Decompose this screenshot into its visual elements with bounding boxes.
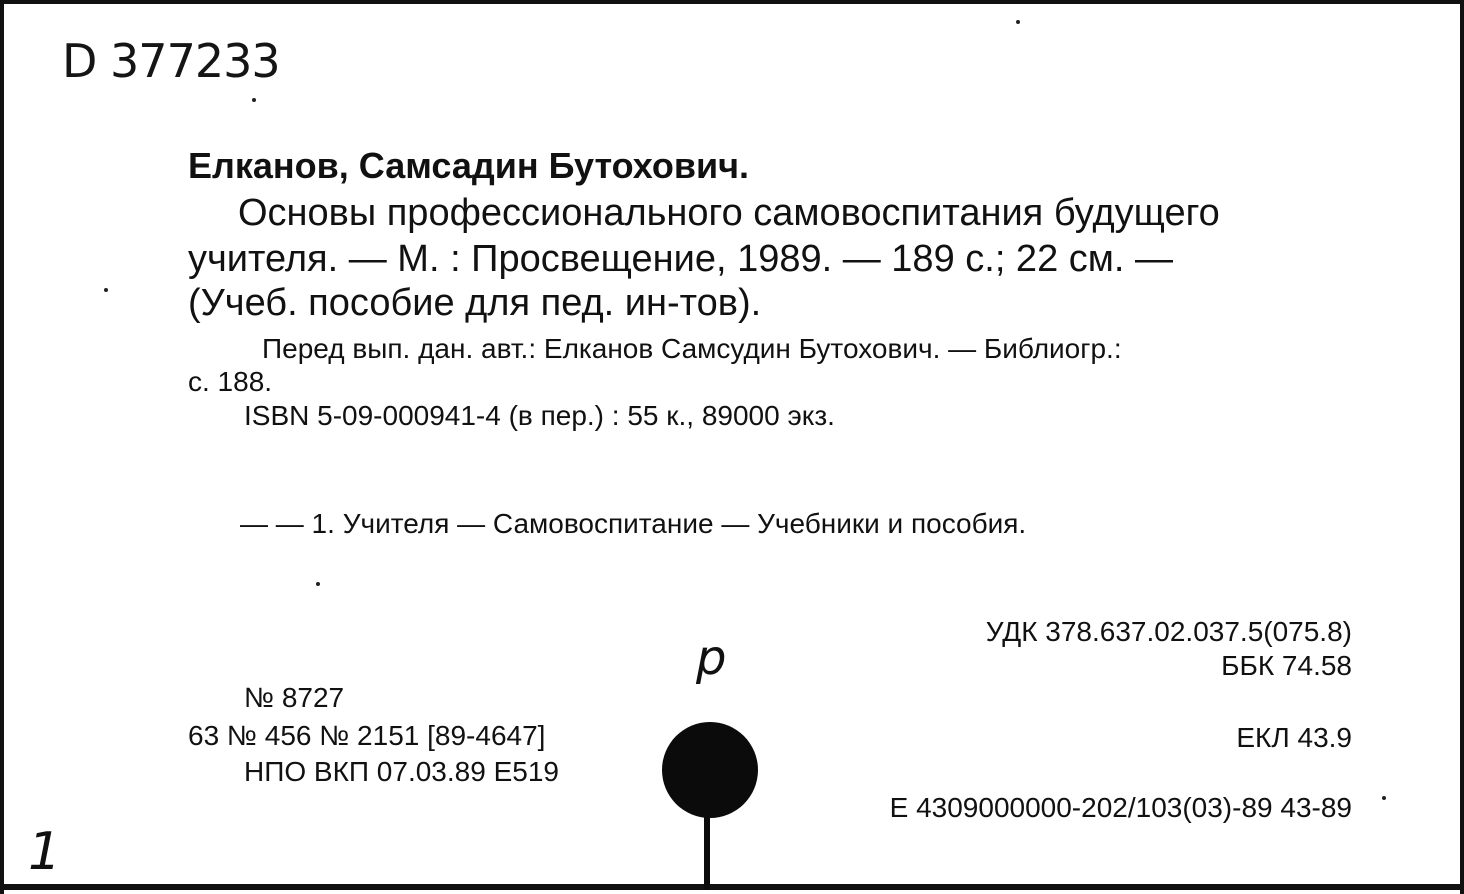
handwritten-page-number: 1 (28, 822, 62, 882)
title-line-3: (Учеб. пособие для пед. ин-тов). (188, 282, 762, 324)
bbk-index: ББК 74.58 (1221, 650, 1352, 681)
note-line-2: с. 188. (188, 366, 273, 397)
speck (252, 98, 256, 102)
order-line: 63 № 456 № 2151 [89-4647] (188, 720, 546, 751)
udc-index: УДК 378.637.02.037.5(075.8) (985, 616, 1352, 647)
card-border-left (0, 0, 4, 894)
title-line-2: учителя. — М. : Просвещение, 1989. — 189 с.; 22 см. — (188, 238, 1173, 280)
ident-code: Е 4309000000-202/103(03)-89 43-89 (889, 792, 1352, 823)
note-line-1: Перед вып. дан. авт.: Елканов Самсудин Бутохович. — Библиогр.: (262, 333, 1122, 364)
title-line-1: Основы профессионального самовоспитания будущего (238, 192, 1220, 234)
speck (1016, 20, 1020, 24)
speck (316, 582, 320, 586)
npo-line: НПО ВКП 07.03.89 Е519 (244, 756, 559, 787)
isbn-line: ISBN 5-09-000941-4 (в пер.) : 55 к., 89000 экз. (244, 400, 835, 431)
number-line: № 8727 (244, 682, 345, 713)
speck (104, 288, 108, 292)
speck (1382, 796, 1386, 800)
card-border-top (0, 0, 1464, 4)
filing-hole (662, 722, 758, 818)
handwritten-mark: р (696, 630, 727, 686)
author-heading: Елканов, Самсадин Бутохович. (188, 145, 750, 186)
call-number: D 377233 (62, 34, 280, 88)
card-border-right (1460, 0, 1464, 894)
filing-hole-slot (704, 808, 710, 890)
ekl-index: ЕКЛ 43.9 (1236, 722, 1352, 753)
card-border-bottom (0, 884, 1464, 890)
subject-heading: — — 1. Учителя — Самовоспитание — Учебники и пособия. (240, 508, 1027, 539)
